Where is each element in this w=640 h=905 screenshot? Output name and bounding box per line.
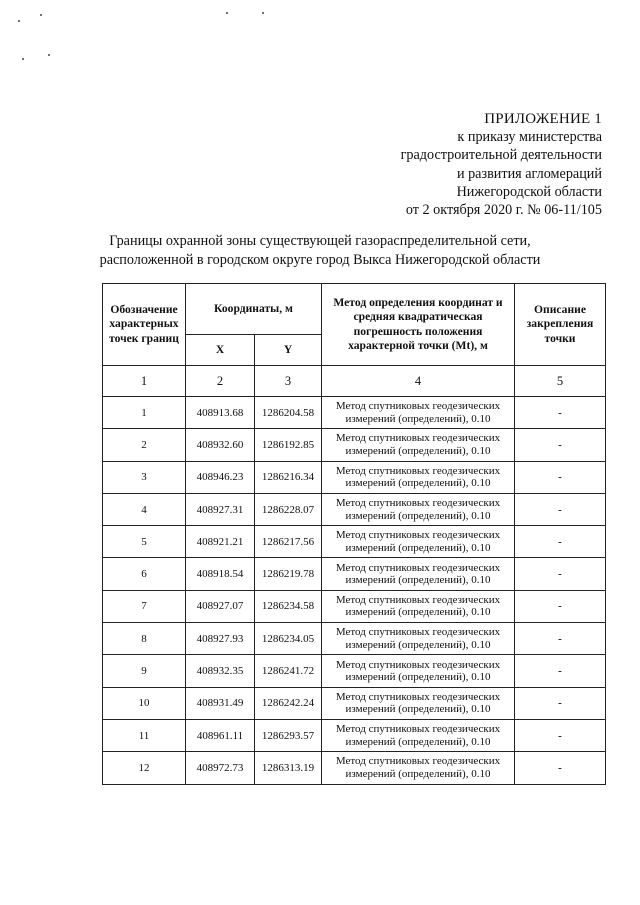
point-cell: 11 bbox=[103, 719, 186, 751]
header-designation: Обозначение характерных точек границ bbox=[103, 284, 186, 366]
y-coordinate-cell: 1286241.72 bbox=[255, 655, 322, 687]
description-cell: - bbox=[515, 590, 606, 622]
method-cell: Метод спутниковых геодезических измерений (определений), 0.10 bbox=[322, 655, 515, 687]
method-cell: Метод спутниковых геодезических измерений (определений), 0.10 bbox=[322, 558, 515, 590]
point-cell: 5 bbox=[103, 526, 186, 558]
description-cell: - bbox=[515, 623, 606, 655]
y-coordinate-cell: 1286293.57 bbox=[255, 719, 322, 751]
x-coordinate-cell: 408921.21 bbox=[186, 526, 255, 558]
method-cell: Метод спутниковых геодезических измерений (определений), 0.10 bbox=[322, 623, 515, 655]
x-coordinate-cell: 408927.07 bbox=[186, 590, 255, 622]
method-cell: Метод спутниковых геодезических измерений (определений), 0.10 bbox=[322, 687, 515, 719]
method-cell: Метод спутниковых геодезических измерений (определений), 0.10 bbox=[322, 590, 515, 622]
x-coordinate-cell: 408946.23 bbox=[186, 461, 255, 493]
scan-speck bbox=[262, 12, 264, 14]
y-coordinate-cell: 1286219.78 bbox=[255, 558, 322, 590]
table-row bbox=[103, 397, 606, 429]
y-coordinate-cell: 1286234.05 bbox=[255, 623, 322, 655]
header-method: Метод определения координат и средняя квадратическая погрешность положения характерной точки (Mt), м bbox=[322, 284, 515, 366]
x-coordinate-cell: 408932.35 bbox=[186, 655, 255, 687]
x-coordinate-cell: 408927.93 bbox=[186, 623, 255, 655]
point-cell: 12 bbox=[103, 752, 186, 784]
scan-speck bbox=[48, 54, 50, 56]
description-cell: - bbox=[515, 752, 606, 784]
y-coordinate-cell: 1286228.07 bbox=[255, 493, 322, 525]
y-coordinate-cell: 1286216.34 bbox=[255, 461, 322, 493]
point-cell: 10 bbox=[103, 687, 186, 719]
point-cell: 8 bbox=[103, 623, 186, 655]
appendix-line: к приказу министерства bbox=[457, 129, 602, 146]
scan-speck bbox=[18, 20, 20, 22]
header-x: X bbox=[186, 335, 255, 366]
point-cell: 1 bbox=[103, 397, 186, 429]
point-cell: 7 bbox=[103, 590, 186, 622]
point-cell: 2 bbox=[103, 429, 186, 461]
appendix-line: от 2 октября 2020 г. № 06-11/105 bbox=[405, 202, 602, 219]
method-cell: Метод спутниковых геодезических измерений (определений), 0.10 bbox=[322, 461, 515, 493]
column-number: 3 bbox=[255, 366, 322, 397]
description-cell: - bbox=[515, 526, 606, 558]
scan-speck bbox=[22, 58, 24, 60]
title-line: Границы охранной зоны существующей газораспределительной сети, bbox=[109, 233, 531, 249]
point-cell: 4 bbox=[103, 493, 186, 525]
x-coordinate-cell: 408932.60 bbox=[186, 429, 255, 461]
column-number: 2 bbox=[186, 366, 255, 397]
point-cell: 6 bbox=[103, 558, 186, 590]
table-row bbox=[103, 752, 606, 784]
column-number: 1 bbox=[103, 366, 186, 397]
appendix-line: градостроительной деятельности bbox=[400, 147, 602, 164]
description-cell: - bbox=[515, 461, 606, 493]
title-line: расположенной в городском округе город Выкса Нижегородской области bbox=[99, 252, 541, 268]
header-coordinates: Координаты, м bbox=[186, 284, 322, 335]
appendix-line: Нижегородской области bbox=[456, 183, 602, 200]
y-coordinate-cell: 1286234.58 bbox=[255, 590, 322, 622]
table-row bbox=[103, 590, 606, 622]
table-row bbox=[103, 558, 606, 590]
header-description: Описание закрепления точки bbox=[515, 284, 606, 366]
table-row bbox=[103, 623, 606, 655]
method-cell: Метод спутниковых геодезических измерений (определений), 0.10 bbox=[322, 526, 515, 558]
scan-speck bbox=[40, 14, 42, 16]
x-coordinate-cell: 408931.49 bbox=[186, 687, 255, 719]
y-coordinate-cell: 1286242.24 bbox=[255, 687, 322, 719]
description-cell: - bbox=[515, 719, 606, 751]
table-row bbox=[103, 687, 606, 719]
method-cell: Метод спутниковых геодезических измерений (определений), 0.10 bbox=[322, 397, 515, 429]
scan-speck bbox=[226, 12, 228, 14]
table-row bbox=[103, 493, 606, 525]
description-cell: - bbox=[515, 687, 606, 719]
table-row bbox=[103, 719, 606, 751]
header-y: Y bbox=[255, 335, 322, 366]
method-cell: Метод спутниковых геодезических измерений (определений), 0.10 bbox=[322, 493, 515, 525]
x-coordinate-cell: 408913.68 bbox=[186, 397, 255, 429]
description-cell: - bbox=[515, 558, 606, 590]
method-cell: Метод спутниковых геодезических измерений (определений), 0.10 bbox=[322, 752, 515, 784]
table-row bbox=[103, 429, 606, 461]
table-row bbox=[103, 461, 606, 493]
column-number: 4 bbox=[322, 366, 515, 397]
document-title bbox=[0, 232, 640, 270]
x-coordinate-cell: 408961.11 bbox=[186, 719, 255, 751]
description-cell: - bbox=[515, 429, 606, 461]
y-coordinate-cell: 1286217.56 bbox=[255, 526, 322, 558]
description-cell: - bbox=[515, 655, 606, 687]
y-coordinate-cell: 1286204.58 bbox=[255, 397, 322, 429]
description-cell: - bbox=[515, 493, 606, 525]
x-coordinate-cell: 408972.73 bbox=[186, 752, 255, 784]
description-cell: - bbox=[515, 397, 606, 429]
table-row bbox=[103, 526, 606, 558]
appendix-line: и развития агломераций bbox=[456, 165, 602, 182]
appendix-header bbox=[342, 110, 602, 219]
appendix-label: ПРИЛОЖЕНИЕ 1 bbox=[484, 111, 602, 127]
method-cell: Метод спутниковых геодезических измерений (определений), 0.10 bbox=[322, 719, 515, 751]
method-cell: Метод спутниковых геодезических измерений (определений), 0.10 bbox=[322, 429, 515, 461]
x-coordinate-cell: 408927.31 bbox=[186, 493, 255, 525]
x-coordinate-cell: 408918.54 bbox=[186, 558, 255, 590]
boundary-points-table bbox=[102, 283, 606, 785]
table-row bbox=[103, 655, 606, 687]
point-cell: 3 bbox=[103, 461, 186, 493]
column-number: 5 bbox=[515, 366, 606, 397]
y-coordinate-cell: 1286313.19 bbox=[255, 752, 322, 784]
y-coordinate-cell: 1286192.85 bbox=[255, 429, 322, 461]
point-cell: 9 bbox=[103, 655, 186, 687]
